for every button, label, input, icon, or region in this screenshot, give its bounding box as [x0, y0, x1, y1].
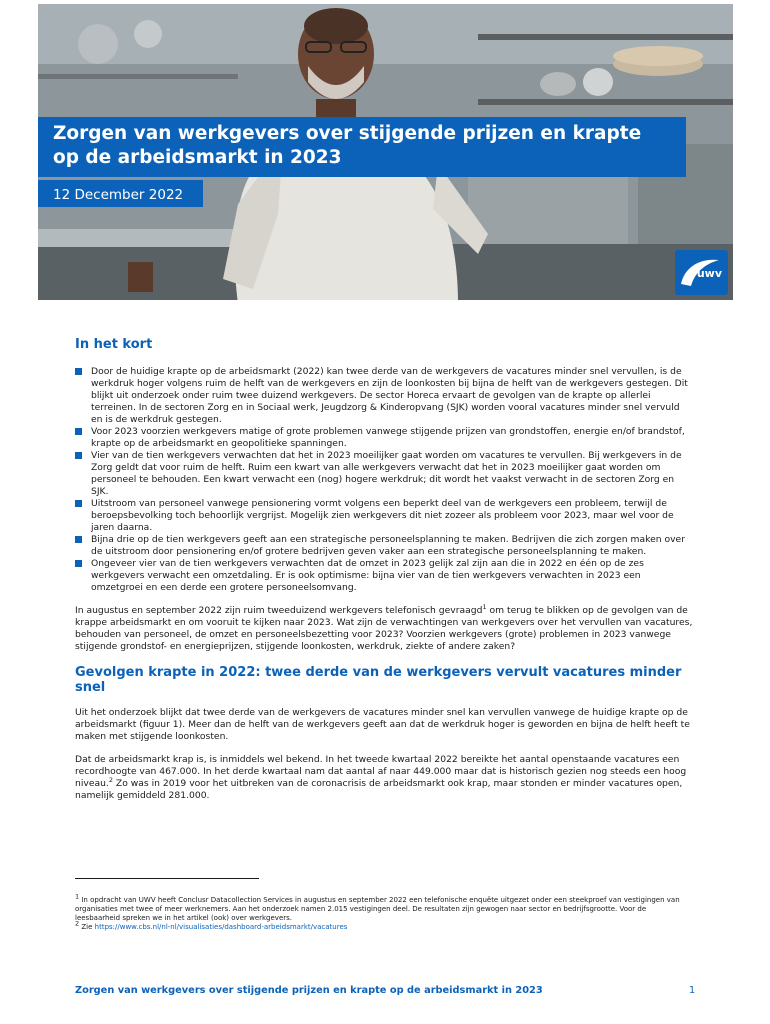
gevolgen-paragraph-2	[75, 754, 693, 802]
list-item	[75, 366, 693, 426]
section-heading-gevolgen: Gevolgen krapte in 2022: twee derde van de werkgevers vervult vacatures minder snel	[75, 665, 682, 695]
square-bullet-icon	[75, 500, 82, 507]
section-heading-in-het-kort: In het kort	[75, 337, 153, 352]
title-banner	[38, 117, 686, 177]
square-bullet-icon	[75, 368, 82, 375]
list-item	[75, 534, 693, 558]
list-item-text: Ongeveer vier van de tien werkgevers verwachten dat de omzet in 2023 gelijk zal zijn aan die in 2022 en één op de zes werkgevers verwacht een omzetdaling. Er is ook optimisme: bijna vier van de tien werkgevers verwachten in 2023 een omzetgroei en een derde een grotere personeelsomvang.	[91, 558, 644, 593]
square-bullet-icon	[75, 560, 82, 567]
footnotes	[75, 892, 685, 932]
footnote-ref-2[interactable]: 2	[108, 775, 113, 784]
cbs-vacatures-link[interactable]: https://www.cbs.nl/nl-nl/visualisaties/dashboard-arbeidsmarkt/vacatures	[94, 923, 348, 931]
uwv-logo-text: uwv	[696, 267, 722, 280]
page-number: 1	[689, 985, 696, 996]
footer-title: Zorgen van werkgevers over stijgende prijzen en krapte op de arbeidsmarkt in 2023	[75, 985, 543, 996]
publication-date: 12 December 2022	[53, 187, 184, 203]
footnote-mark-1: 1	[75, 892, 80, 901]
footnote-2-text: Zie	[79, 923, 95, 931]
date-banner	[38, 180, 203, 207]
footnote-1	[75, 892, 685, 923]
footnote-1-text: In opdracht van UWV heeft Conclusr Datacollection Services in augustus en september 2022 een telefonische enquête uitgezet onder een steekproef van vestigingen van organisaties met twee of meer werknemers. Aan het onderzoek namen 2.015 vestigingen deel. De resultaten zijn gewogen naar sector en bedrijfsgrootte. Voor de leesbaarheid spreken we in het artikel (ook) over werkgevers.	[75, 896, 680, 922]
summary-bullet-list	[75, 366, 693, 594]
list-item-text: Door de huidige krapte op de arbeidsmarkt (2022) kan twee derde van de werkgevers de vacatures minder snel vervullen, is de werkdruk hoger volgens ruim de helft van de werkgevers en zijn de loonkosten bij bijna de helft van de werkgevers gestegen. Dit blijkt uit onderzoek onder ruim twee duizend werkgevers. De sector Horeca ervaart de gevolgen van de krapte op allerlei terreinen. In de sectoren Zorg en in Sociaal werk, Jeugdzorg & Kinderopvang (SJK) worden vooral vacatures minder snel vervuld en is de werkdruk gestegen.	[91, 366, 688, 425]
footnote-mark-2: 2	[75, 919, 80, 928]
intro-text-part1: In augustus en september 2022 zijn ruim tweeduizend werkgevers telefonisch gevraagd	[75, 605, 483, 616]
gevolgen-text-part1: Dat de arbeidsmarkt krap is, is inmiddels wel bekend. In het tweede kwartaal 2022 bereikte het aantal openstaande vacatures een recordhoogte van 467.000. In het derde kwartaal nam dat aantal af naar 449.000 maar dat is historisch gezien nog steeds een hoog niveau.	[75, 754, 687, 789]
footnote-ref-1[interactable]: 1	[482, 602, 487, 611]
list-item-text: Bijna drie op de tien werkgevers geeft aan een strategische personeelsplanning te maken. Bedrijven die zich zorgen maken over de uitstroom door pensionering en/of grotere bedrijven geven vaker aan een strategische personeelsplanning te maken.	[91, 534, 685, 557]
list-item	[75, 498, 693, 534]
main-content	[75, 337, 693, 802]
intro-text-part2: om terug te blikken op de gevolgen van de krappe arbeidsmarkt en om vooruit te kijken naar 2023. Wat zijn de verwachtingen van werkgevers over het vervullen van vacatures, behouden van personeel, de omzet en personeelsbezetting voor 2023? Voorzien werkgevers (grote) problemen in 2023 vanwege stijgende grondstof- en energieprijzen, stijgende loonkosten, werkdruk, ziekte of andere zaken?	[75, 605, 693, 652]
footnote-2	[75, 919, 685, 932]
page-title: Zorgen van werkgevers over stijgende prijzen en krapte op de arbeidsmarkt in 2023	[53, 123, 642, 168]
list-item-text: Vier van de tien werkgevers verwachten dat het in 2023 moeilijker gaat worden om vacatures te vervullen. Bij werkgevers in de Zorg geldt dat voor ruim de helft. Ruim een kwart van alle werkgevers verwacht dat het in 2023 moeilijker gaat worden om personeel te behouden. Een kwart verwacht een (nog) hogere werkdruk; dit wordt het vaakst verwacht in de sectoren Zorg en SJK.	[91, 450, 682, 497]
gevolgen-paragraph-1: Uit het onderzoek blijkt dat twee derde van de werkgevers de vacatures minder snel kan vervullen vanwege de huidige krapte op de arbeidsmarkt (figuur 1). Meer dan de helft van de werkgevers geeft aan dat de werkdruk hoger is geworden en bijna de helft heeft te maken met stijgende loonkosten.	[75, 707, 690, 742]
list-item-text: Voor 2023 voorzien werkgevers matige of grote problemen vanwege stijgende prijzen van grondstoffen, energie en/of brandstof, krapte op de arbeidsmarkt en geopolitieke spanningen.	[91, 426, 685, 449]
footnote-divider	[75, 878, 259, 879]
hero-image	[38, 4, 733, 300]
list-item	[75, 558, 693, 594]
list-item-text: Uitstroom van personeel vanwege pensionering vormt volgens een beperkt deel van de werkgevers een probleem, terwijl de beroepsbevolking toch behoorlijk vergrijst. Mogelijk zien werkgevers dit niet zozeer als probleem voor 2023, maar wel voor de jaren daarna.	[91, 498, 674, 533]
list-item	[75, 426, 693, 450]
square-bullet-icon	[75, 452, 82, 459]
list-item	[75, 450, 693, 498]
square-bullet-icon	[75, 536, 82, 543]
uwv-logo	[675, 250, 728, 295]
gevolgen-text-part2: Zo was in 2019 voor het uitbreken van de coronacrisis de arbeidsmarkt ook krap, maar stonden er minder vacatures open, namelijk gemiddeld 281.000.	[75, 778, 683, 801]
square-bullet-icon	[75, 428, 82, 435]
intro-paragraph	[75, 602, 693, 653]
